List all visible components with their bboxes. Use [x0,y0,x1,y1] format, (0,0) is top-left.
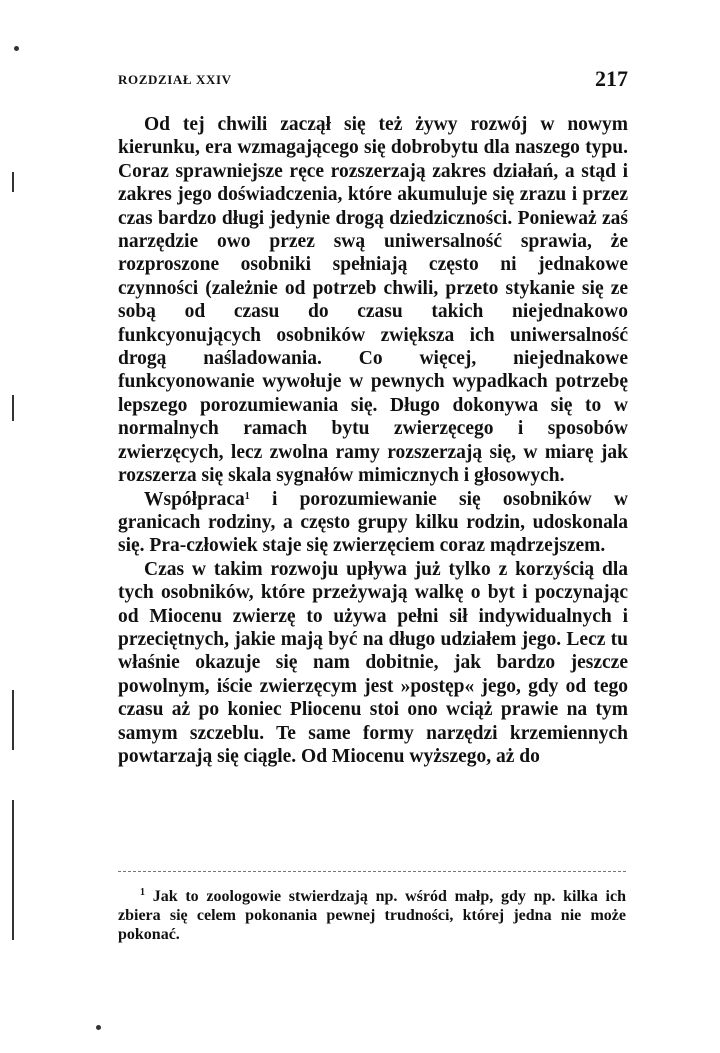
footnote-separator [118,871,626,872]
footnote-text-block [118,887,626,944]
page-header [118,66,628,96]
paragraph-2-rest: i porozumiewanie się osobników w granicach rodziny, a często grupy kilku rodzin, udoskonala się. Pra-człowiek staje się zwierzęciem coraz mądrzejszem. [118,488,628,557]
paragraph-1: Od tej chwili zaczął się też żywy rozwój w nowym kierunku, era wzmagającego się dobrobytu dla naszego typu. Coraz sprawniejsze ręce rozszerzają zakres działań, a stąd i zakres jego doświadczenia, które akumuluje się zrazu i przez czas bardzo długi jedynie drogą dziedziczności. Ponieważ zaś narzędzie owo przez swą uniwersalność sprawia, że rozproszone osobniki spełniają często ni jednakowe czynności (zależnie od potrzeb chwili, przeto stykanie się ze sobą od czasu do czasu takich niejednakowo funkcyonujących osobników zwiększa ich uniwersalność drogą naśladowania. Co więcej, niejednakowe funkcyonowanie wywołuje w pewnych wypadkach potrzebę lepszego porozumiewania się. Długo dokonywa się to w normalnych ramach bytu zwierzęcego i sposobów zwierzęcych, lecz zwolna ramy rozszerzają się, w miarę jak rozszerza się skala sygnałów mimicznych i głosowych. [118,114,628,487]
page-number: 217 [595,66,628,91]
footnote-reference: 1 [244,490,250,502]
paragraph-3: Czas w takim rozwoju upływa już tylko z korzyścią dla tych osobników, które przeżywają walkę o byt i poczynając od Miocenu zwierzę to używa pełni sił indywidualnych i przeciętnych, jakie mają być na długo udziałem jego. Lecz tu właśnie okazuje się nam dobitnie, jak bardzo jeszcze powolnym, iście zwierzęcym jest »postęp« jego, gdy od tego czasu aż po koniec Pliocenu stoi ono wciąż prawie na tym samym szczeblu. Te same formy narzędzi krzemiennych powtarzają się ciągle. Od Miocenu wyższego, aż do [118,558,628,767]
running-head: ROZDZIAŁ XXIV [118,72,232,87]
scan-mark-1 [12,172,14,192]
scan-mark-2 [12,395,14,421]
scan-dot-bottom [96,1025,101,1030]
paragraph-2 [118,488,628,558]
scan-mark-4 [12,800,14,940]
footnote-number: 1 [140,887,145,898]
footnote-text: Jak to zoologowie stwierdzają np. wśród małp, gdy np. kilka ich zbiera się celem pokonania pewnej trudności, której jedna nie może pokonać. [118,888,626,943]
scan-mark-3 [12,690,14,750]
scan-dot-top [14,46,19,51]
main-text [118,113,628,768]
footnote [118,887,626,944]
paragraph-2-start: Współpraca [144,488,245,510]
